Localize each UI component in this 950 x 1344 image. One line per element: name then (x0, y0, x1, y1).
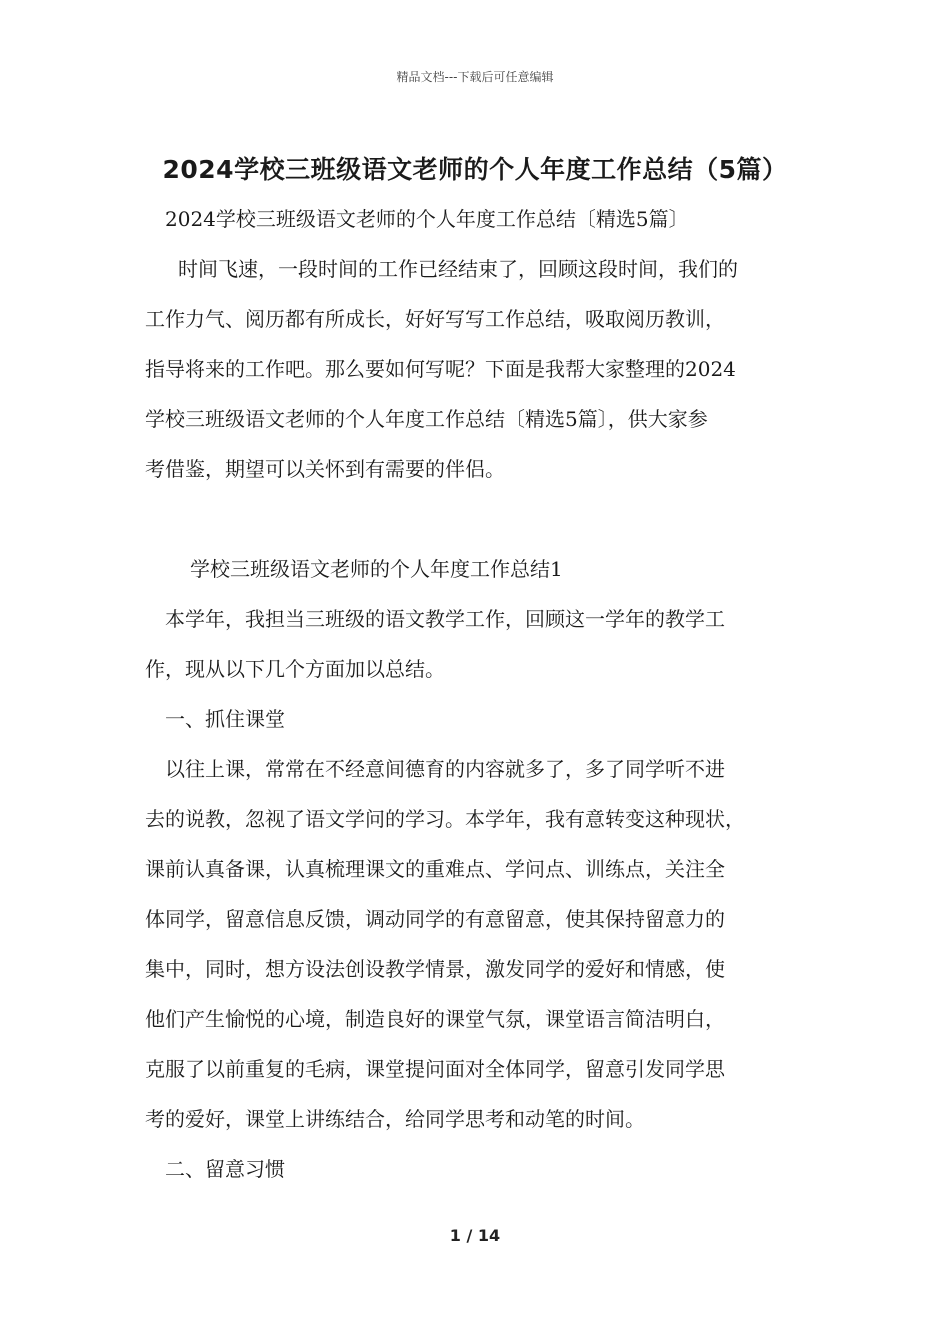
paragraph-line: 指导将来的工作吧。那么要如何写呢？下面是我帮大家整理的2024 (145, 357, 736, 381)
subsection-heading: 一、抓住课堂 (165, 707, 285, 731)
paragraph-line: 时间飞速，一段时间的工作已经结束了，回顾这段时间，我们的 (178, 257, 738, 281)
paragraph-line: 集中，同时，想方设法创设教学情景，激发同学的爱好和情感，使 (145, 957, 725, 981)
paragraph-line: 以往上课，常常在不经意间德育的内容就多了，多了同学听不进 (165, 757, 725, 781)
paragraph-line: 工作力气、阅历都有所成长，好好写写工作总结，吸取阅历教训， (145, 307, 725, 331)
subtitle-line: 2024学校三班级语文老师的个人年度工作总结〔精选5篇〕 (165, 207, 689, 231)
paragraph-line: 去的说教，忽视了语文学问的学习。本学年，我有意转变这种现状， (145, 807, 745, 831)
page-number: 1 / 14 (449, 1226, 501, 1245)
section-heading: 学校三班级语文老师的个人年度工作总结1 (190, 557, 563, 581)
document-title: 2024学校三班级语文老师的个人年度工作总结（5篇） (162, 155, 788, 184)
paragraph-line: 考借鉴，期望可以关怀到有需要的伴侣。 (145, 457, 505, 481)
paragraph-line: 他们产生愉悦的心境，制造良好的课堂气氛，课堂语言简洁明白， (145, 1007, 725, 1031)
paragraph-line: 体同学，留意信息反馈，调动同学的有意留意，使其保持留意力的 (145, 907, 725, 931)
paragraph-line: 作，现从以下几个方面加以总结。 (145, 657, 445, 681)
paragraph-line: 课前认真备课，认真梳理课文的重难点、学问点、训练点，关注全 (145, 857, 725, 881)
subsection-heading: 二、留意习惯 (165, 1157, 285, 1181)
paragraph-line: 学校三班级语文老师的个人年度工作总结〔精选5篇〕，供大家参 (145, 407, 708, 431)
paragraph-line: 考的爱好，课堂上讲练结合，给同学思考和动笔的时间。 (145, 1107, 645, 1131)
header-note: 精品文档---下载后可任意编辑 (396, 70, 554, 84)
paragraph-line: 本学年，我担当三班级的语文教学工作，回顾这一学年的教学工 (165, 607, 725, 631)
paragraph-line: 克服了以前重复的毛病，课堂提问面对全体同学，留意引发同学思 (145, 1057, 725, 1081)
